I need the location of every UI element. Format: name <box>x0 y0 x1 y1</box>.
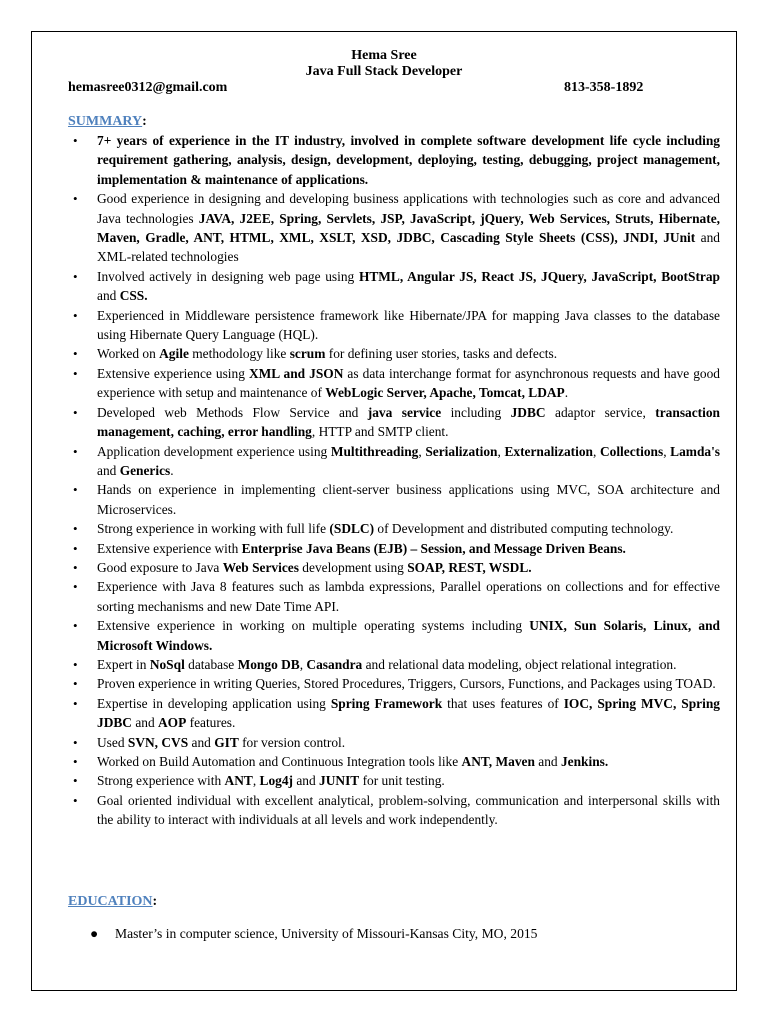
summary-item <box>32 733 736 752</box>
summary-item-text: and <box>131 715 158 731</box>
phone-number: 813-358-1892 <box>564 80 644 95</box>
summary-item-text: and <box>97 288 120 304</box>
summary-heading-colon: : <box>142 114 147 129</box>
summary-item <box>32 791 736 830</box>
summary-item <box>32 558 736 577</box>
summary-item-text: and <box>97 462 120 478</box>
summary-item <box>32 519 736 538</box>
summary-item-bold-text: Collections <box>599 443 664 459</box>
summary-item-text: Good experience in designing and developing business applications with technologies such as core and advanced Java technologies <box>97 191 720 226</box>
summary-item-text: Good exposure to Java <box>97 559 223 575</box>
summary-item-text: features. <box>186 715 236 731</box>
summary-item <box>32 267 736 306</box>
summary-item-bold-text: Serialization <box>425 443 498 459</box>
summary-item-text: Worked on <box>97 346 160 362</box>
summary-item-bold-text: GIT <box>214 734 239 750</box>
bullet-icon: • <box>73 656 78 672</box>
bullet-icon: ● <box>90 926 99 941</box>
summary-item-text: . <box>564 385 569 401</box>
bullet-icon: • <box>73 521 78 537</box>
summary-item-text: for unit testing. <box>359 773 445 789</box>
bullet-icon: • <box>73 365 78 381</box>
bullet-icon: • <box>73 754 78 769</box>
summary-item-bold-text: SOAP, REST, WSDL. <box>407 559 532 575</box>
education-item-text: Master’s in computer science, University of Missouri-Kansas City, MO, 2015 <box>115 926 538 941</box>
summary-item-text: Proven experience in writing Queries, Stored Procedures, Triggers, Cursors, Functions, and Packages using TOAD. <box>97 676 716 692</box>
summary-item-bold-text: Enterprise Java Beans (EJB) – Session, and Message Driven Beans. <box>241 540 626 556</box>
summary-item-text: and XML-related technologies <box>97 230 720 265</box>
summary-item <box>32 306 736 345</box>
summary-item-text: adaptor service, <box>545 404 656 420</box>
summary-item <box>32 344 736 363</box>
summary-item-bold-text: Externalization <box>504 443 593 459</box>
summary-item <box>32 577 736 616</box>
education-heading-colon: : <box>152 894 158 909</box>
summary-item-text: , <box>418 443 426 459</box>
summary-item <box>32 131 736 189</box>
summary-item-bold-text: (SDLC) <box>329 521 375 537</box>
summary-item <box>32 752 736 771</box>
summary-item-text: Developed web Methods Flow Service and <box>97 404 368 420</box>
summary-item-bold-text: Agile <box>159 346 189 362</box>
summary-item-text: , <box>592 443 600 459</box>
summary-item-bold-text: JUNIT <box>319 773 360 789</box>
summary-item-text: , HTTP and SMTP client. <box>311 424 449 440</box>
bullet-icon: • <box>73 540 78 556</box>
summary-item <box>32 694 736 733</box>
summary-item-text: Worked on Build Automation and Continuous Integration tools like <box>97 754 462 769</box>
summary-item-bold-text: Generics <box>119 462 171 478</box>
summary-item-bold-text: scrum <box>289 346 326 362</box>
summary-item-text: , <box>663 443 671 459</box>
summary-item-bold-text: Lamda's <box>670 443 721 459</box>
summary-item-bold-text: CSS. <box>119 288 148 304</box>
summary-heading-text: SUMMARY <box>68 114 143 129</box>
bullet-icon: • <box>73 734 78 750</box>
summary-item-text: , <box>497 443 505 459</box>
summary-item-bold-text: ANT <box>224 773 253 789</box>
summary-item-text: Strong experience in working with full life <box>97 521 330 537</box>
summary-item-bold-text: Log4j <box>259 773 294 789</box>
candidate-title: Java Full Stack Developer <box>305 64 463 79</box>
summary-item-bold-text: Jenkins. <box>560 754 609 769</box>
bullet-icon: • <box>73 191 78 207</box>
summary-item-bold-text: WebLogic Server, Apache, Tomcat, LDAP <box>325 385 565 401</box>
summary-item <box>32 480 736 519</box>
education-heading <box>68 894 157 910</box>
summary-item-text: . <box>170 462 174 478</box>
summary-item-text: and <box>293 773 320 789</box>
summary-item-text: Extensive experience using <box>97 365 249 381</box>
summary-item-bold-text: Multithreading <box>330 443 419 459</box>
summary-item <box>32 674 736 693</box>
summary-item <box>32 771 736 790</box>
summary-item-text: including <box>441 404 511 420</box>
bullet-icon: • <box>73 773 78 789</box>
summary-item-text: that uses features of <box>442 695 564 711</box>
bullet-icon: • <box>73 268 78 284</box>
summary-item-text: for version control. <box>238 734 346 750</box>
summary-item <box>32 403 736 442</box>
summary-list <box>32 131 736 830</box>
summary-item-text: for defining user stories, tasks and defects. <box>325 346 558 362</box>
summary-item-bold-text: XML and JSON <box>248 365 344 381</box>
summary-item-bold-text: SVN, CVS <box>127 734 189 750</box>
bullet-icon: • <box>73 695 78 711</box>
summary-item <box>32 442 736 481</box>
bullet-icon: • <box>73 404 78 420</box>
summary-item-text: methodology like <box>188 346 290 362</box>
education-heading-text: EDUCATION <box>68 894 153 909</box>
summary-item-text: Application development experience using <box>97 443 331 459</box>
summary-item-text: Hands on experience in implementing client-server business applications using MVC, SOA architecture and Microservices. <box>97 482 720 517</box>
candidate-name: Hema Sree <box>351 48 417 63</box>
summary-item-bold-text: 7+ years of experience in the IT industry, involved in complete software development life cycle including requirement gathering, analysis, design, development, deploying, testing, debugging, project management, implementation & maintenance of applications. <box>97 133 720 187</box>
summary-item-text: , <box>299 656 307 672</box>
summary-item-text: , <box>252 773 260 789</box>
summary-item-text: Experience with Java 8 features such as lambda expressions, Parallel operations on collections and for effective sorting mechanisms and new Date Time API. <box>97 579 720 614</box>
summary-item-bold-text: Mongo DB <box>237 656 300 672</box>
summary-item-bold-text: transaction management, caching, error handling <box>97 404 720 440</box>
summary-item <box>32 655 736 674</box>
bullet-icon: • <box>73 482 78 498</box>
summary-item-bold-text: Casandra <box>306 656 363 672</box>
summary-item-text: of Development and distributed computing technology. <box>374 521 674 537</box>
summary-item-text: and <box>534 754 561 769</box>
summary-heading <box>68 114 147 130</box>
summary-item <box>32 364 736 403</box>
summary-item-text: database <box>184 656 238 672</box>
email-address: hemasree0312@gmail.com <box>68 80 228 95</box>
summary-item-bold-text: UNIX, Sun Solaris, Linux, and Microsoft Windows. <box>97 618 721 653</box>
resume-header <box>32 48 736 80</box>
summary-item-bold-text: JAVA, J2EE, Spring, Servlets, JSP, JavaScript, jQuery, Web Services, Struts, Hibernate, Maven, Gradle, ANT, HTML, XML, XSLT, XSD, JDBC, Cascading Style Sheets (CSS), JNDI, JUnit <box>97 210 720 246</box>
summary-item-bold-text: NoSql <box>149 656 185 672</box>
summary-item-bold-text: Spring Framework <box>330 695 443 711</box>
summary-item-bold-text: AOP <box>158 715 187 731</box>
summary-item-text: Extensive experience with <box>97 540 242 556</box>
summary-item <box>32 616 736 655</box>
summary-item-bold-text: java service <box>367 404 442 420</box>
summary-item-text: Involved actively in designing web page using <box>97 268 359 284</box>
summary-item-text: Strong experience with <box>97 773 225 789</box>
bullet-icon: • <box>73 792 78 808</box>
summary-item-text: Experienced in Middleware persistence framework like Hibernate/JPA for mapping Java classes to the database using Hibernate Query Language (HQL). <box>97 307 720 343</box>
summary-item-bold-text: JDBC <box>510 404 546 420</box>
summary-item-text: Goal oriented individual with excellent analytical, problem-solving, communication and interpersonal skills with the ability to interact with individuals at all levels and work independently. <box>97 792 720 828</box>
summary-item-text: and <box>188 734 215 750</box>
summary-item-bold-text: HTML, Angular JS, React JS, JQuery, JavaScript, BootStrap <box>358 268 720 284</box>
summary-item-text: Expert in <box>97 656 150 672</box>
summary-item-text: Extensive experience in working on multiple operating systems including <box>97 618 530 634</box>
summary-item-text: as data interchange format for asynchronous requests and have good experience with setup and maintenance of <box>97 365 720 401</box>
bullet-icon: • <box>73 443 78 459</box>
summary-item-text: Used <box>97 734 128 750</box>
summary-item-bold-text: IOC, Spring MVC, Spring JDBC <box>97 695 720 731</box>
bullet-icon: • <box>73 133 78 148</box>
summary-item-text: development using <box>298 559 408 575</box>
resume-page <box>31 31 737 991</box>
summary-item-text: Expertise in developing application using <box>97 695 331 711</box>
summary-item <box>32 189 736 267</box>
summary-item-bold-text: Web Services <box>222 559 299 575</box>
bullet-icon: • <box>73 307 78 323</box>
bullet-icon: • <box>73 559 78 575</box>
summary-item-bold-text: ANT, Maven <box>461 754 535 769</box>
bullet-icon: • <box>73 346 78 362</box>
bullet-icon: • <box>73 579 78 595</box>
summary-item-text: and relational data modeling, object relational integration. <box>362 656 677 672</box>
bullet-icon: • <box>73 676 78 692</box>
bullet-icon: • <box>73 618 78 634</box>
summary-item <box>32 539 736 558</box>
